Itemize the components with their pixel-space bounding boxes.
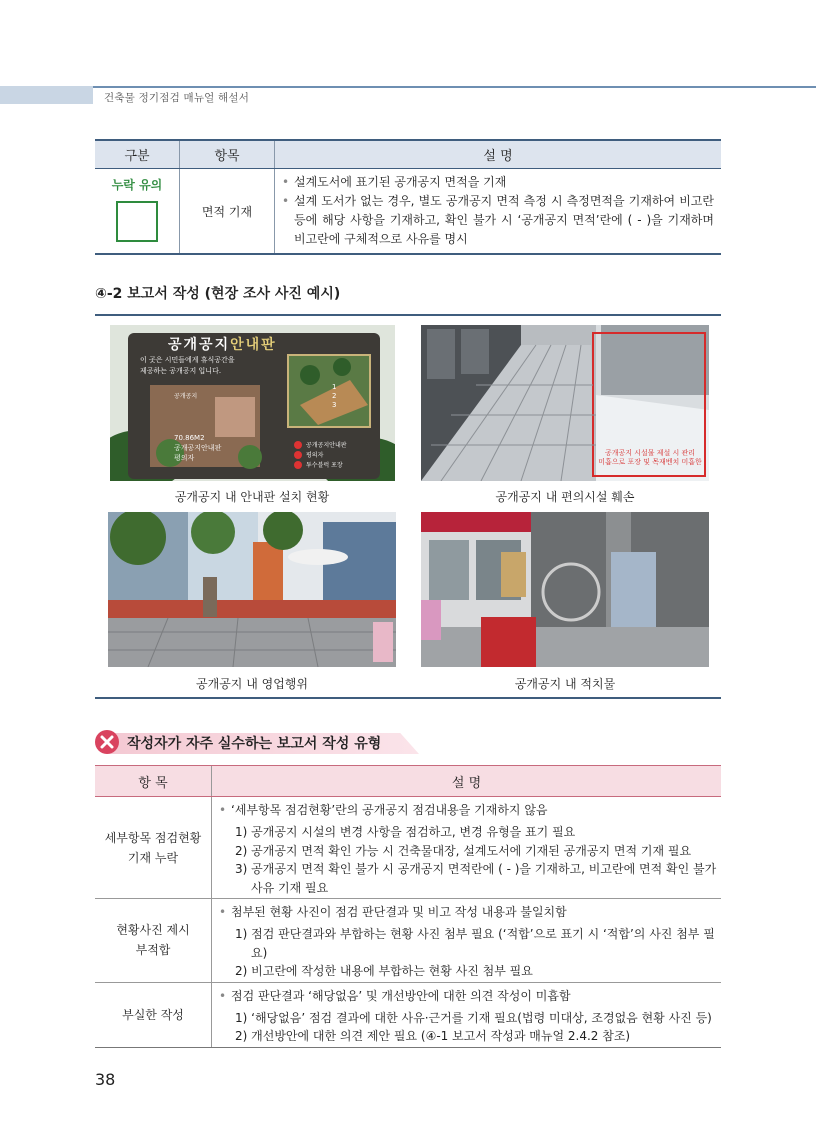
sub-item: 3) 공개공지 면적 확인 불가 시 공개공지 면적란에 ( - )을 기재하고, 비고란에 면적 확인 불가 사유 기재 필요 bbox=[235, 862, 717, 895]
sign-small-label: 공개공지 bbox=[174, 393, 198, 400]
section-rule bbox=[95, 314, 721, 316]
sub-item: 2) 개선방안에 대한 의견 제안 필요 (④-1 보고서 작성과 매뉴얼 2.4.2 참조) bbox=[235, 1029, 631, 1043]
description-bullet: • ‘세부항목 점검현황’란의 공개공지 점검내용을 기재하지 않음 bbox=[217, 801, 714, 820]
map-number: 2 bbox=[332, 392, 337, 400]
header-rule bbox=[93, 86, 816, 88]
section-title: ④-2 보고서 작성 (현장 조사 사진 예시) bbox=[95, 286, 341, 302]
table-row bbox=[95, 982, 721, 1047]
table-row bbox=[95, 797, 721, 899]
page-number: 38 bbox=[95, 1070, 116, 1089]
row-description bbox=[212, 899, 722, 983]
map-number: 1 bbox=[332, 383, 337, 391]
legend-item: 평의자 bbox=[306, 452, 324, 459]
description-cell bbox=[275, 169, 722, 255]
col-header-item: 항목 bbox=[180, 140, 275, 169]
row-item bbox=[95, 899, 212, 983]
row-item-line: 부적합 bbox=[135, 943, 171, 958]
row-description bbox=[212, 797, 722, 899]
map-number: 3 bbox=[332, 401, 337, 409]
photo-caption: 공개공지 내 편의시설 훼손 bbox=[495, 490, 635, 504]
photo-signboard bbox=[110, 325, 395, 481]
row-item-line: 세부항목 점검현황 bbox=[104, 830, 202, 845]
sub-item: 1) ‘해당없음’ 점검 결과에 대한 사유·근거를 기재 필요(법령 미대상, 조경없음 현황 사진 등) bbox=[235, 1010, 712, 1025]
table-row bbox=[95, 169, 721, 255]
omission-label: 누락 유의 bbox=[111, 178, 163, 192]
col-header-description: 설 명 bbox=[275, 140, 722, 169]
photo-damaged-facility bbox=[421, 325, 709, 481]
description-bullet: • 설계 도서가 없는 경우, 별도 공개공지 면적 측정 시 측정면적을 기재하여 비고란 등에 해당 사항을 기재하고, 확인 불가 시 ‘공개공지 면적’란에 ( - )을 기재하며 비고란에 구체적으로 사유를 명시 bbox=[280, 192, 714, 249]
col-header-item: 항 목 bbox=[95, 766, 212, 797]
row-item bbox=[95, 797, 212, 899]
row-item-line: 현황사진 제시 bbox=[116, 923, 190, 938]
area-entry-table bbox=[95, 139, 721, 255]
sub-item: 1) 점검 판단결과와 부합하는 현황 사진 첨부 필요 (‘적합’으로 표기 시 ‘적합’의 사진 첨부 필요) bbox=[235, 927, 715, 960]
sign-area: 70.86M2 bbox=[174, 434, 205, 442]
description-bullet: • 설계도서에 표기된 공개공지 면적을 기재 bbox=[280, 173, 714, 192]
omission-cell bbox=[95, 169, 180, 255]
legend-item: 투수블럭 포장 bbox=[306, 462, 343, 469]
photo-stored-items bbox=[421, 512, 709, 667]
sign-title: 공개공지 bbox=[168, 337, 231, 353]
col-header-description: 설 명 bbox=[212, 766, 722, 797]
x-circle-icon bbox=[95, 730, 119, 754]
mistakes-title: 작성자가 자주 실수하는 보고서 작성 유형 bbox=[127, 736, 382, 752]
sub-item: 1) 공개공지 시설의 변경 사항을 점검하고, 변경 유형을 표기 필요 bbox=[235, 825, 576, 839]
sub-item: 2) 비고란에 작성한 내용에 부합하는 현황 사진 첨부 필요 bbox=[235, 964, 533, 978]
sign-line-3: 평의자 bbox=[174, 454, 195, 462]
row-item-line: 부실한 작성 bbox=[122, 1007, 184, 1022]
table-row bbox=[95, 899, 721, 983]
running-title: 건축물 정기점검 매뉴얼 해설서 bbox=[104, 92, 250, 104]
table-header-row bbox=[95, 766, 721, 797]
omission-checkbox bbox=[116, 201, 158, 242]
table-header-row bbox=[95, 140, 721, 169]
col-header-category: 구분 bbox=[95, 140, 180, 169]
damage-note: 미흡으로 포장 및 목재벤치 미흡한 bbox=[598, 458, 702, 466]
photo-commercial-activity bbox=[108, 512, 396, 667]
sign-intro-1: 이 곳은 시민들에게 휴식공간을 bbox=[140, 356, 235, 364]
row-item bbox=[95, 982, 212, 1047]
sign-intro-2: 제공하는 공개공지 입니다. bbox=[140, 367, 222, 375]
photo-caption: 공개공지 내 안내판 설치 현황 bbox=[174, 490, 330, 504]
damage-note: 공개공지 시설물 제설 시 관리 bbox=[604, 449, 696, 457]
description-bullet: • 점검 판단결과 ‘해당없음’ 및 개선방안에 대한 의견 작성이 미흡함 bbox=[217, 987, 714, 1006]
sign-line-2: 공개공지안내판 bbox=[174, 444, 222, 452]
header-accent-bar bbox=[0, 86, 93, 104]
photo-caption: 공개공지 내 영업행위 bbox=[196, 677, 308, 691]
description-bullet: • 첨부된 현황 사진이 점검 판단결과 및 비고 작성 내용과 불일치함 bbox=[217, 903, 714, 922]
mistakes-table bbox=[95, 765, 721, 1048]
photos-bottom-rule bbox=[95, 697, 721, 699]
item-cell: 면적 기재 bbox=[180, 169, 275, 255]
row-item-line: 기재 누락 bbox=[127, 850, 179, 865]
legend-item: 공개공지안내판 bbox=[306, 442, 347, 449]
photo-caption: 공개공지 내 적치물 bbox=[514, 677, 616, 691]
row-description bbox=[212, 982, 722, 1047]
sign-title-accent: 안내판 bbox=[230, 337, 277, 353]
sub-item: 2) 공개공지 면적 확인 가능 시 건축물대장, 설계도서에 기재된 공개공지 면적 기재 필요 bbox=[235, 843, 692, 858]
